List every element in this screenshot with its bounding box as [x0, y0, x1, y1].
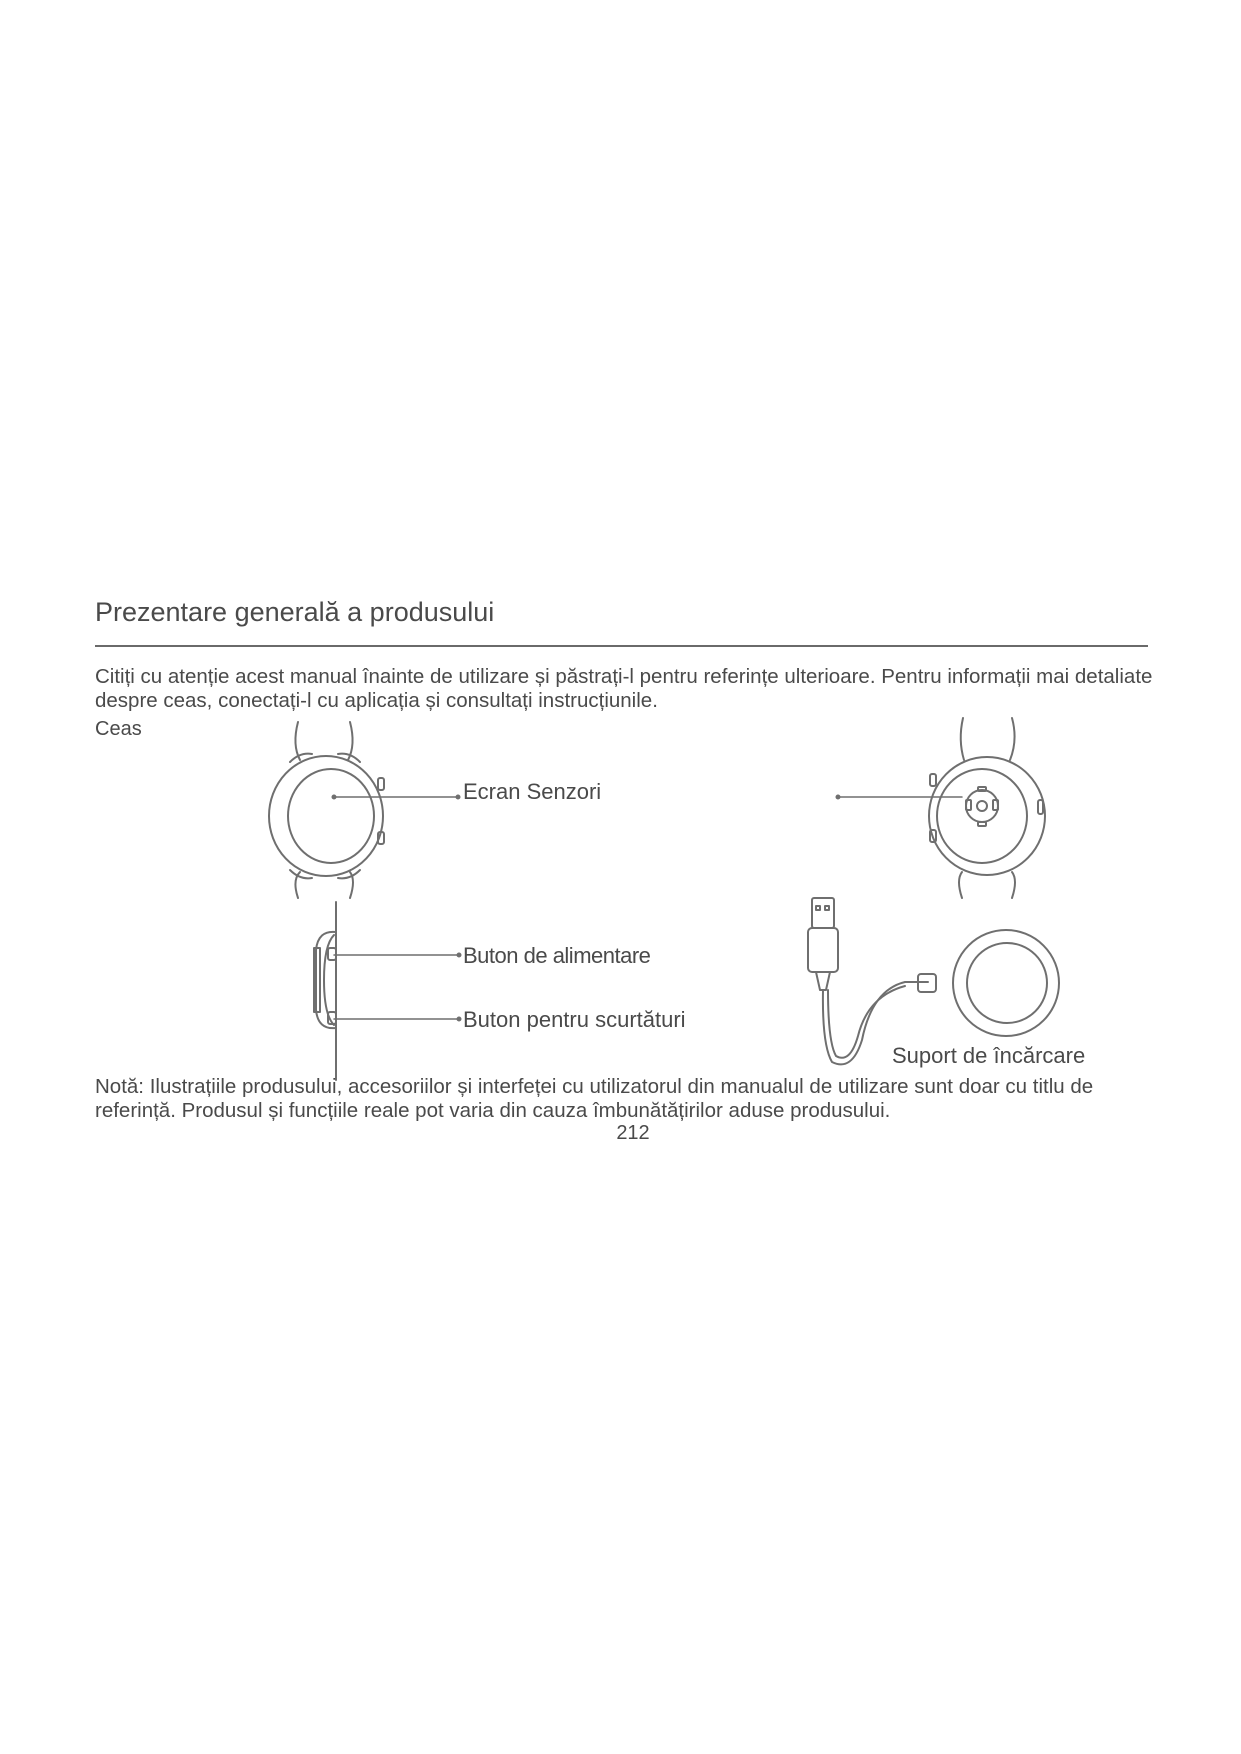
note-paragraph: Notă: Ilustrațiile produsului, accesoriilor și interfeței cu utilizatorul din manualul de utilizare sunt doar cu titlu de referință. Produsul și funcțiile reale pot varia din cauza îmbunătățirilor aduse produsului.: [95, 1075, 1094, 1122]
page-number: 212: [616, 1122, 650, 1144]
callout-screen-sensors: Ecran Senzori: [463, 779, 602, 804]
watch-side-drawing: [314, 902, 461, 1080]
page-heading: Prezentare generală a produsului: [95, 597, 495, 627]
callout-power-button: Buton de alimentare: [463, 943, 651, 968]
callout-shortcut-button: Buton pentru scurtături: [463, 1007, 686, 1032]
watch-back-drawing: [837, 718, 1046, 898]
intro-paragraph: Citiți cu atenție acest manual înainte de utilizare și păstrați-l pentru referințe ulterioare. Pentru informații mai detaliate despre ceas, conectați-l cu aplicația și consultați instrucțiunile.: [95, 665, 1153, 712]
watch-front-drawing: [269, 722, 460, 898]
section-label-watch: Ceas: [95, 718, 142, 740]
callout-charging-dock: Suport de încărcare: [892, 1043, 1086, 1068]
charging-dock-drawing: [808, 898, 1059, 1064]
